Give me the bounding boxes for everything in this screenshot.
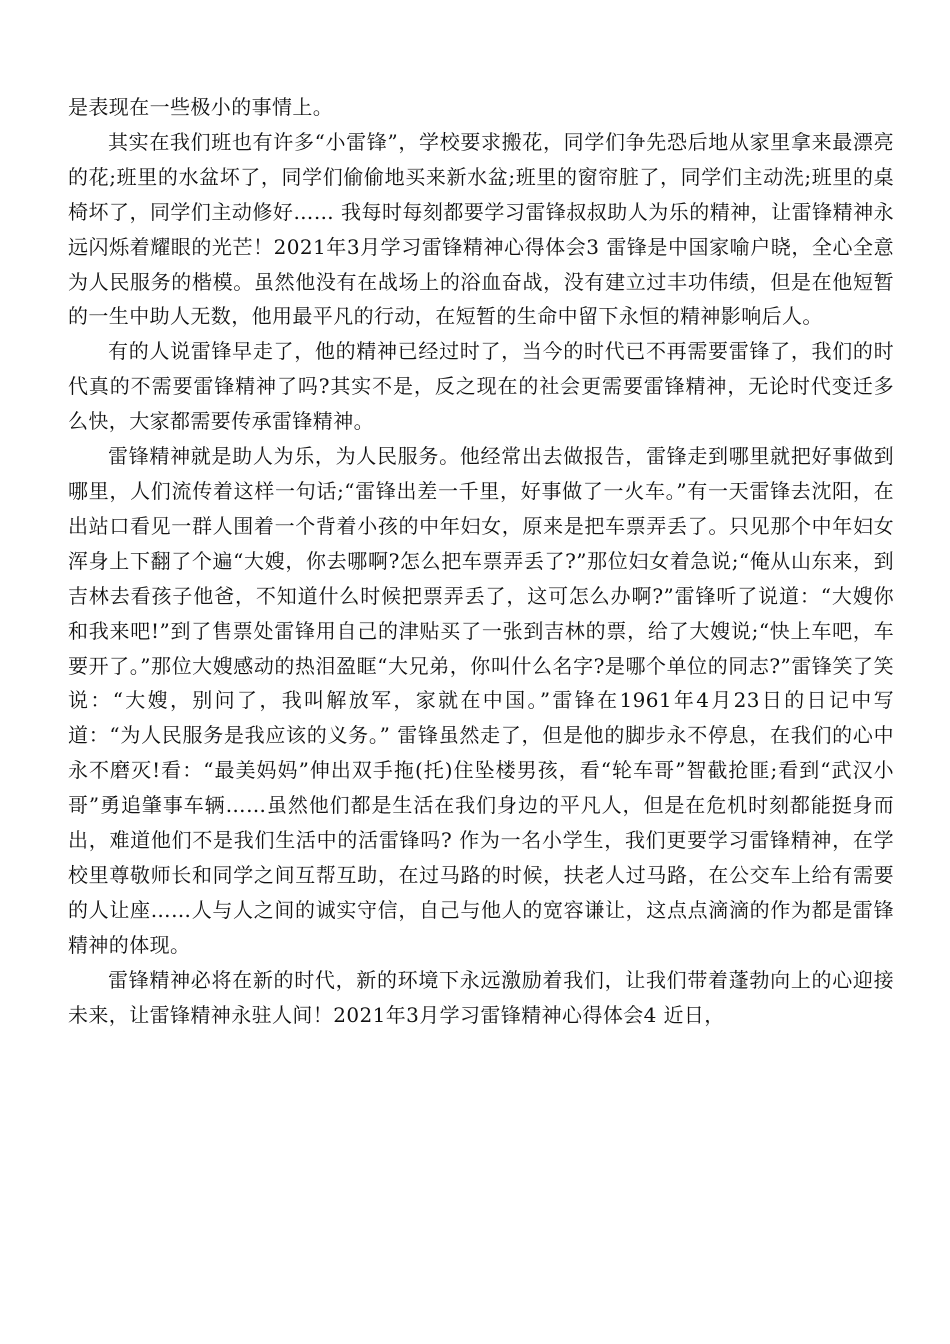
paragraph-spirit-outdated: 有的人说雷锋早走了，他的精神已经过时了，当今的时代已不再需要雷锋了，我们的时代真的不需要雷锋精神了吗?其实不是，反之现在的社会更需要雷锋精神，无论时代变迁多么快，大家都需要传承雷锋精神。 (68, 339, 894, 434)
paragraph-conclusion: 雷锋精神必将在新的时代，新的环境下永远激励着我们，让我们带着蓬勃向上的心迎接未来，让雷锋精神永驻人间！2021年3月学习雷锋精神心得体会4 近日， (68, 967, 894, 1027)
paragraph-little-leifeng: 其实在我们班也有许多“小雷锋”，学校要求搬花，同学们争先恐后地从家里拿来最漂亮的花;班里的水盆坏了，同学们偷偷地买来新水盆;班里的窗帘脏了，同学们主动洗;班里的桌椅坏了，同学们主动修好…… 我每时每刻都要学习雷锋叔叔助人为乐的精神，让雷锋精神永远闪烁着耀眼的光芒！2021年3月学习雷锋精神心得体会3 雷锋是中国家喻户晓，全心全意为人民服务的楷模。虽然他没有在战场上的浴血奋战，没有建立过丰功伟绩，但是在他短暂的一生中助人无数，他用最平凡的行动，在短暂的生命中留下永恒的精神影响后人。 (68, 129, 894, 329)
paragraph-helping-others: 雷锋精神就是助人为乐，为人民服务。他经常出去做报告，雷锋走到哪里就把好事做到哪里，人们流传着这样一句话;“雷锋出差一千里，好事做了一火车。”有一天雷锋去沈阳，在出站口看见一群人围着一个背着小孩的中年妇女，原来是把车票弄丢了。只见那个中年妇女浑身上下翻了个遍“大嫂，你去哪啊?怎么把车票弄丢了?”那位妇女着急说;“俺从山东来，到吉林去看孩子他爸，不知道什么时候把票弄丢了，这可怎么办啊?”雷锋听了说道：“大嫂你和我来吧!”到了售票处雷锋用自己的津贴买了一张到吉林的票，给了大嫂说;“快上车吧，车要开了。”那位大嫂感动的热泪盈眶“大兄弟，你叫什么名字?是哪个单位的同志?”雷锋笑了笑说：“大嫂，别问了，我叫解放军，家就在中国。”雷锋在1961年4月23日的日记中写道：“为人民服务是我应该的义务。” 雷锋虽然走了，但是他的脚步永不停息，在我们的心中永不磨灭!看：“最美妈妈”伸出双手拖(托)住坠楼男孩，看“轮车哥”智截抢匪;看到“武汉小哥”勇追肇事车辆……虽然他们都是生活在我们身边的平凡人，但是在危机时刻都能挺身而出，难道他们不是我们生活中的活雷锋吗? 作为一名小学生，我们更要学习雷锋精神，在学校里尊敬师长和同学之间互帮互助，在过马路的时候，扶老人过马路，在公交车上给有需要的人让座……人与人之间的诚实守信，自己与他人的宽容谦让，这点点滴滴的作为都是雷锋精神的体现。 (68, 444, 894, 957)
document-body (68, 90, 894, 1032)
paragraph-continuation: 是表现在一些极小的事情上。 (68, 95, 334, 119)
